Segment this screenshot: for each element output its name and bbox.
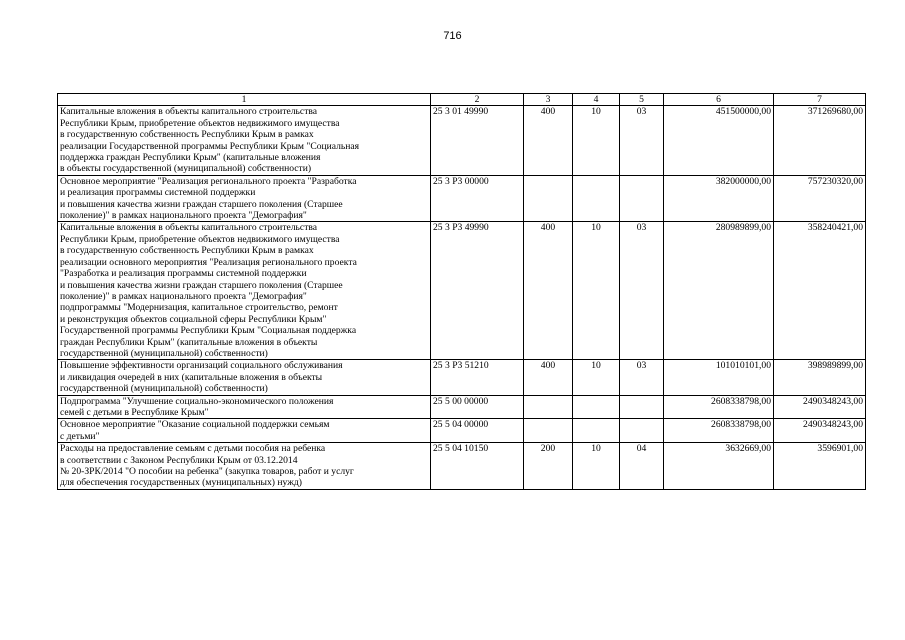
- page-number: 716: [443, 30, 462, 42]
- table-row: [58, 360, 866, 395]
- column-header-2: 2: [431, 94, 524, 106]
- row-target-article: 25 5 04 00000: [431, 419, 524, 443]
- row-expense-type: 200: [524, 443, 573, 490]
- row-target-article: 25 5 04 10150: [431, 443, 524, 490]
- row-description: Подпрограмма "Улучшение социально-экономического положения семей с детьми в Республике Крым": [58, 395, 431, 419]
- row-amount-col7: 2490348243,00: [774, 419, 866, 443]
- row-expense-type: 400: [524, 360, 573, 395]
- column-header-7: 7: [774, 94, 866, 106]
- column-header-5: 5: [620, 94, 664, 106]
- header-row: [58, 94, 866, 106]
- table-row: [58, 222, 866, 360]
- row-amount-col7: 757230320,00: [774, 175, 866, 222]
- row-amount-col6: 101010101,00: [664, 360, 774, 395]
- row-section: 10: [573, 360, 620, 395]
- row-amount-col7: 2490348243,00: [774, 395, 866, 419]
- row-amount-col6: 2608338798,00: [664, 395, 774, 419]
- row-expense-type: 400: [524, 222, 573, 360]
- row-target-article: 25 3 P3 49990: [431, 222, 524, 360]
- column-header-4: 4: [573, 94, 620, 106]
- row-subsection: 03: [620, 360, 664, 395]
- row-target-article: 25 3 01 49990: [431, 106, 524, 175]
- row-section: [573, 419, 620, 443]
- row-amount-col7: 358240421,00: [774, 222, 866, 360]
- row-description: Капитальные вложения в объекты капитального строительства Республики Крым, приобретение объектов недвижимого имущества в государственную собственность Республики Крым в рамках реализации основного мероприятия "Реализация регионального проекта "Разработка и реализация программы системной поддержки и повышения качества жизни граждан старшего поколения (Старшее поколение)" в рамках национального проекта "Демография" подпрограммы "Модернизация, капитальное строительство, ремонт и реконструкция объектов социальной сферы Республики Крым" Государственной программы Республики Крым "Социальная поддержка граждан Республики Крым" (капитальные вложения в объекты государственной (муниципальной) собственности): [58, 222, 431, 360]
- row-subsection: [620, 175, 664, 222]
- row-amount-col7: 3596901,00: [774, 443, 866, 490]
- row-amount-col7: 398989899,00: [774, 360, 866, 395]
- column-header-1: 1: [58, 94, 431, 106]
- row-description: Повышение эффективности организаций социального обслуживания и ликвидация очередей в них (капитальные вложения в объекты государственной (муниципальной) собственности): [58, 360, 431, 395]
- table-row: [58, 419, 866, 443]
- row-amount-col7: 371269680,00: [774, 106, 866, 175]
- row-amount-col6: 3632669,00: [664, 443, 774, 490]
- row-description: Расходы на предоставление семьям с детьми пособия на ребенка в соответствии с Законом Республики Крым от 03.12.2014 № 20-ЗРК/2014 "О пособии на ребенка" (закупка товаров, работ и услуг для обеспечения государственных (муниципальных) нужд): [58, 443, 431, 490]
- row-amount-col6: 2608338798,00: [664, 419, 774, 443]
- table-row: [58, 395, 866, 419]
- row-description: Основное мероприятие "Оказание социальной поддержки семьям с детьми": [58, 419, 431, 443]
- row-section: [573, 175, 620, 222]
- table-row: [58, 443, 866, 490]
- row-expense-type: [524, 175, 573, 222]
- row-amount-col6: 382000000,00: [664, 175, 774, 222]
- row-expense-type: [524, 395, 573, 419]
- row-description: Капитальные вложения в объекты капитального строительства Республики Крым, приобретение объектов недвижимого имущества в государственную собственность Республики Крым в рамках реализации Государственной программы Республики Крым "Социальная поддержка граждан Республики Крым" (капитальные вложения в объекты государственной (муниципальной) собственности): [58, 106, 431, 175]
- row-subsection: 04: [620, 443, 664, 490]
- table-row: [58, 175, 866, 222]
- row-target-article: 25 5 00 00000: [431, 395, 524, 419]
- row-section: 10: [573, 106, 620, 175]
- row-description: Основное мероприятие "Реализация регионального проекта "Разработка и реализация программы системной поддержки и повышения качества жизни граждан старшего поколения (Старшее поколение)" в рамках национального проекта "Демография": [58, 175, 431, 222]
- row-subsection: 03: [620, 106, 664, 175]
- column-header-3: 3: [524, 94, 573, 106]
- budget-table: [57, 93, 866, 490]
- column-header-6: 6: [664, 94, 774, 106]
- row-section: 10: [573, 222, 620, 360]
- row-subsection: 03: [620, 222, 664, 360]
- row-amount-col6: 280989899,00: [664, 222, 774, 360]
- row-amount-col6: 451500000,00: [664, 106, 774, 175]
- table-row: [58, 106, 866, 175]
- row-section: [573, 395, 620, 419]
- row-expense-type: 400: [524, 106, 573, 175]
- row-expense-type: [524, 419, 573, 443]
- row-target-article: 25 3 P3 51210: [431, 360, 524, 395]
- row-section: 10: [573, 443, 620, 490]
- row-subsection: [620, 395, 664, 419]
- row-subsection: [620, 419, 664, 443]
- row-target-article: 25 3 P3 00000: [431, 175, 524, 222]
